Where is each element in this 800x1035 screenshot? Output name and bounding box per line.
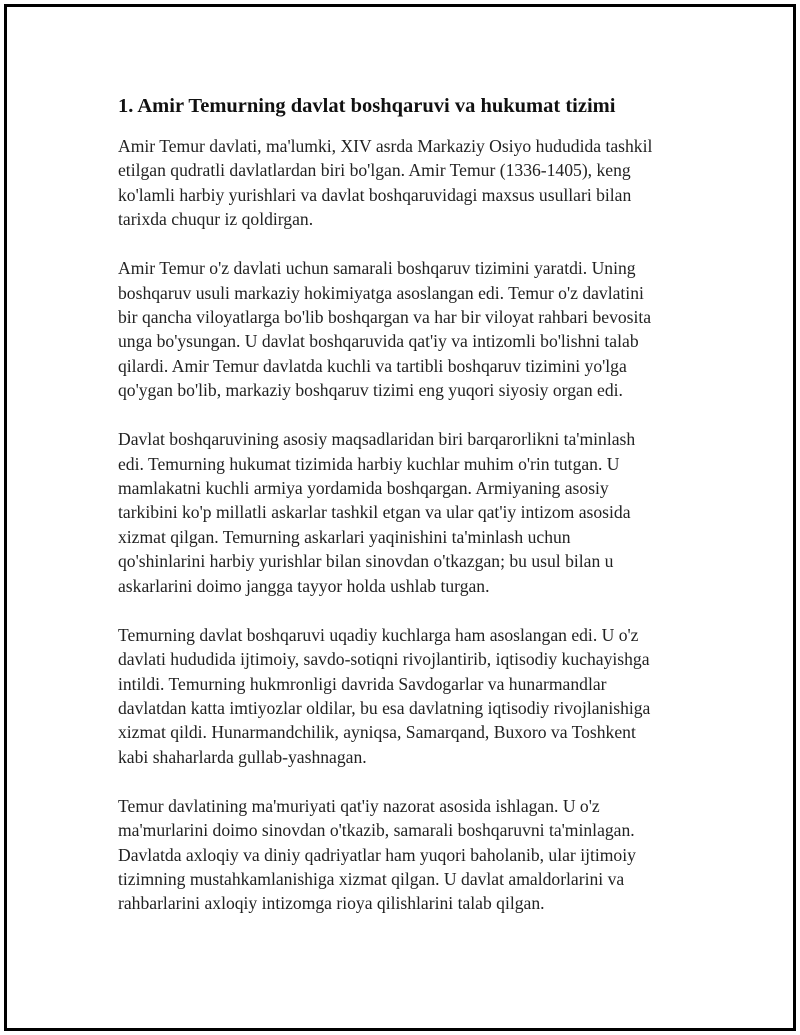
text-line: tarkibini ko'p millatli askarlar tashkil etgan va ular qat'iy intizom asosida: [118, 502, 631, 523]
text-line: qilardi. Amir Temur davlatda kuchli va tartibli boshqaruv tizimini yo'lga: [118, 355, 627, 376]
section-heading: 1. Amir Temurning davlat boshqaruvi va hukumat tizimi: [118, 95, 616, 117]
text-line: ko'lamli harbiy yurishlari va davlat boshqaruvidagi maxsus usullari bilan: [118, 184, 632, 205]
text-line: mamlakatni kuchli armiya yordamida boshqargan. Armiyaning asosiy: [118, 478, 609, 499]
text-line: xizmat qildi. Hunarmandchilik, ayniqsa, Samarqand, Buxoro va Toshkent: [118, 722, 636, 743]
text-line: Temur davlatining ma'muriyati qat'iy nazorat asosida ishlagan. U o'z: [118, 795, 600, 816]
text-line: unga bo'ysungan. U davlat boshqaruvida qat'iy va intizomli bo'lishni talab: [118, 331, 639, 352]
document-content: [118, 92, 693, 940]
text-line: Amir Temur davlati, ma'lumki, XIV asrda Markaziy Osiyo hududida tashkil: [118, 136, 653, 156]
text-line: qo'ygan bo'lib, markaziy boshqaruv tizimi eng yuqori siyosiy organ edi.: [118, 380, 623, 401]
text-line: Davlatda axloqiy va diniy qadriyatlar ham yuqori baholanib, ular ijtimoiy: [118, 844, 636, 865]
text-line: kabi shaharlarda gullab-yashnagan.: [118, 746, 367, 767]
text-line: edi. Temurning hukumat tizimida harbiy kuchlar muhim o'rin tutgan. U: [118, 453, 620, 474]
paragraph-5: [118, 794, 693, 916]
text-line: qo'shinlarini harbiy yurishlar bilan sinovdan o'tkazgan; bu usul bilan u: [118, 551, 614, 572]
paragraph-3: [118, 427, 693, 598]
text-line: xizmat qilgan. Temurning askarlari yaqinishini ta'minlash uchun: [118, 526, 571, 547]
text-line: davlati hududida ijtimoiy, savdo-sotiqni rivojlantirib, iqtisodiy kuchayishga: [118, 649, 650, 670]
text-line: tizimning mustahkamlanishiga xizmat qilgan. U davlat amaldorlarini va: [118, 868, 625, 889]
text-line: rahbarlarini axloqiy intizomga rioya qilishlarini talab qilgan.: [118, 893, 545, 914]
text-line: bir qancha viloyatlarga bo'lib boshqargan va har bir viloyat rahbari bevosita: [118, 307, 652, 328]
text-line: askarlarini doimo jangga tayyor holda ushlab turgan.: [118, 575, 490, 596]
text-line: Davlat boshqaruvining asosiy maqsadlaridan biri barqarorlikni ta'minlash: [118, 429, 636, 450]
text-line: boshqaruv usuli markaziy hokimiyatga asoslangan edi. Temur o'z davlatini: [118, 282, 644, 303]
text-line: ma'murlarini doimo sinovdan o'tkazib, samarali boshqaruvni ta'minlagan.: [118, 820, 635, 841]
text-line: tarixda chuqur iz qoldirgan.: [118, 209, 314, 230]
text-line: Amir Temur o'z davlati uchun samarali boshqaruv tizimini yaratdi. Uning: [118, 258, 636, 279]
text-line: Temurning davlat boshqaruvi uqadiy kuchlarga ham asoslangan edi. U o'z: [118, 624, 639, 645]
text-line: davlatdan katta imtiyozlar oldilar, bu esa davlatning iqtisodiy rivojlanishiga: [118, 697, 651, 718]
paragraph-4: [118, 623, 693, 769]
paragraph-2: [118, 256, 693, 402]
paragraph-1: [118, 134, 693, 232]
text-line: intildi. Temurning hukmronligi davrida Savdogarlar va hunarmandlar: [118, 673, 607, 694]
text-line: etilgan qudratli davlatlardan biri bo'lgan. Amir Temur (1336-1405), keng: [118, 160, 631, 181]
